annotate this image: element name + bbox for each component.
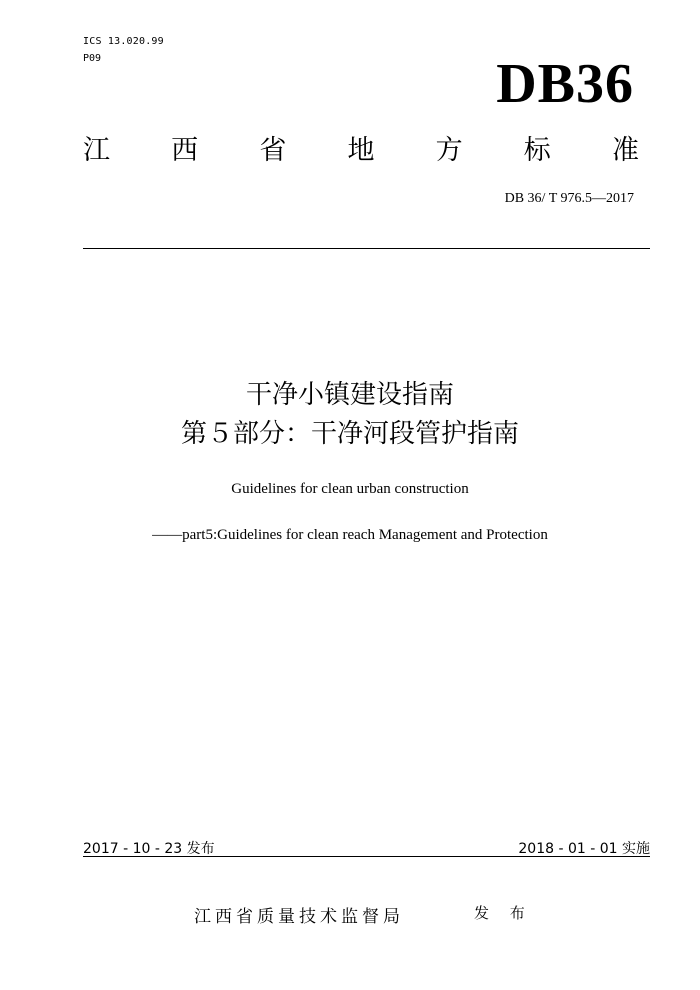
english-title: Guidelines for clean urban construction <box>231 481 469 497</box>
standard-type-char: 标 <box>523 135 551 166</box>
standard-number: DB 36/ T 976.5—2017 <box>504 191 634 206</box>
standard-type-char: 省 <box>259 135 287 166</box>
standard-type-char: 准 <box>611 135 639 166</box>
standard-type-char: 江 <box>83 135 110 166</box>
standard-logo: DB36 <box>496 53 634 115</box>
footer-divider <box>83 856 650 857</box>
issuing-authority: 江西省质量技术监督局 <box>194 907 404 927</box>
standard-type-char: 方 <box>435 135 463 166</box>
classification-code: P09 <box>83 53 102 64</box>
standard-type-heading <box>83 137 639 164</box>
implementation-date: 2018 - 01 - 01 实施 <box>518 841 650 857</box>
ics-code: ICS 13.020.99 <box>83 36 164 47</box>
document-subtitle: 第５部分：干净河段管护指南 <box>180 419 519 449</box>
standard-type-char: 西 <box>171 135 199 166</box>
standard-type-char: 地 <box>347 135 375 166</box>
document-title: 干净小镇建设指南 <box>245 380 454 410</box>
issue-date: 2017 - 10 - 23 发布 <box>83 841 215 857</box>
english-subtitle: ——part5:Guidelines for clean reach Management and Protection <box>152 527 548 543</box>
publish-label: 发 布 <box>474 904 533 922</box>
header-divider <box>83 248 650 249</box>
